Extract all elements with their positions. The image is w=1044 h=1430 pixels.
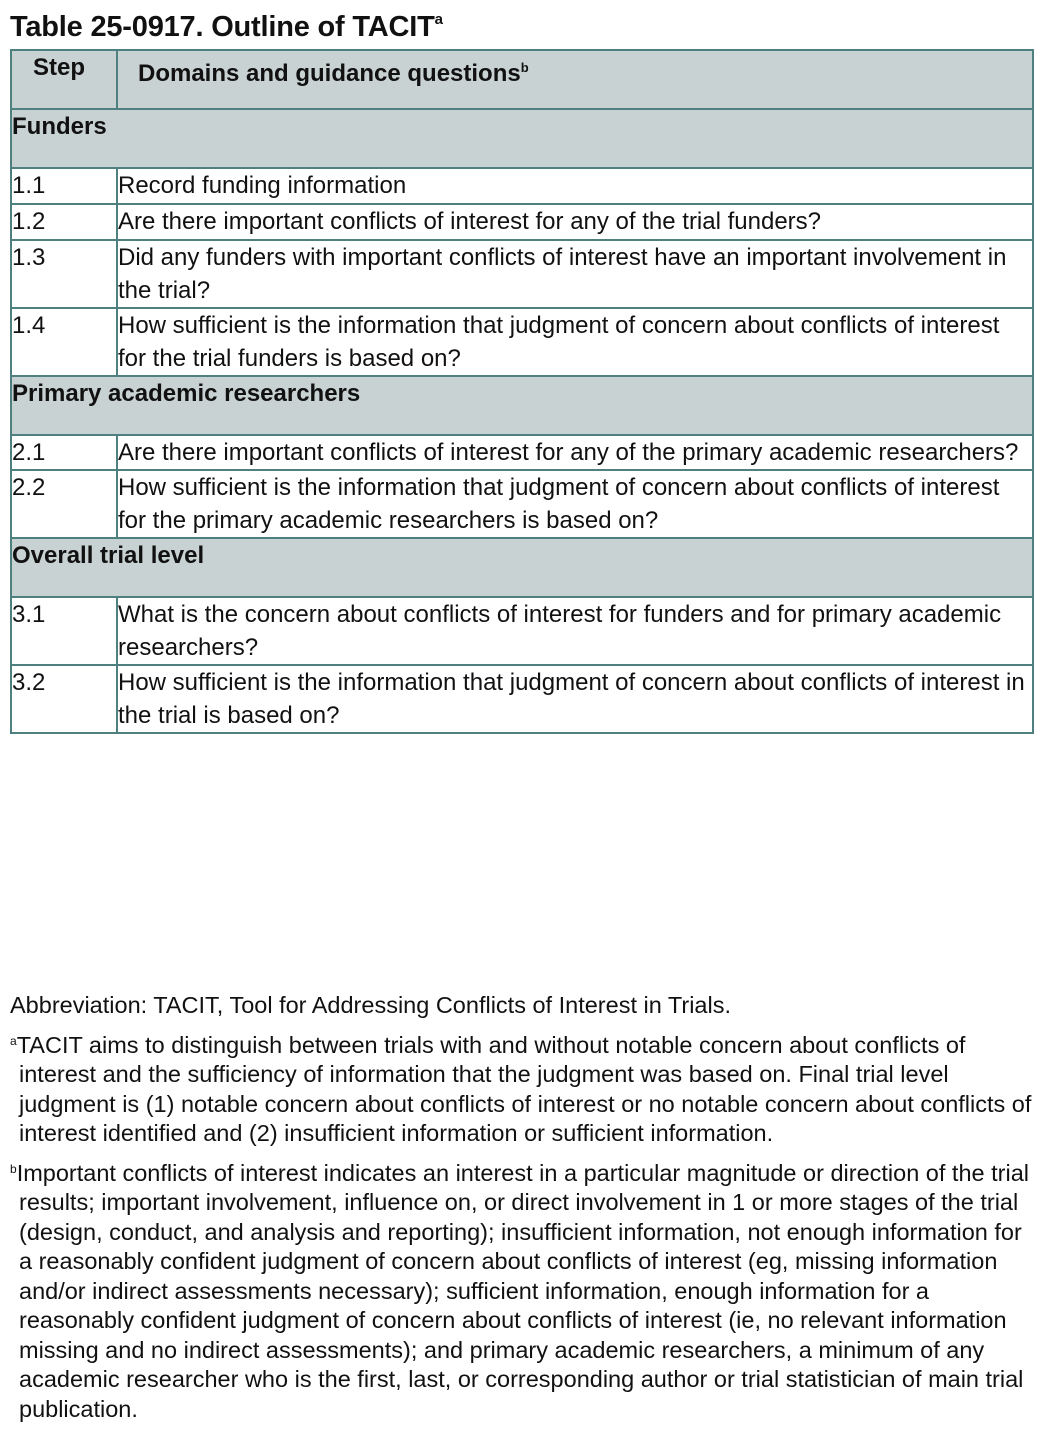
- footnote-b-marker: b: [10, 1161, 17, 1176]
- question-text: Record funding information: [117, 168, 1033, 204]
- section-label: Primary academic researchers: [11, 376, 1033, 435]
- question-text: Are there important conflicts of interest for any of the primary academic researchers?: [117, 435, 1033, 470]
- step-number: 1.1: [11, 168, 117, 204]
- table-row: [11, 470, 1033, 538]
- header-questions-text: Domains and guidance questions: [138, 60, 521, 87]
- table-title-text: Table 25-0917. Outline of TACIT: [10, 11, 435, 43]
- footnote-a-text: TACIT aims to distinguish between trials with and without notable concern about conflicts of interest and the sufficiency of information that the judgment was based on. Final trial level judgment is (1) notable concern about conflicts of interest or no notable concern about conflicts of interest identified and (2) insufficient information or sufficient information.: [16, 1031, 1032, 1146]
- table-row: [11, 435, 1033, 470]
- step-number: 1.2: [11, 204, 117, 240]
- table-row: [11, 204, 1033, 240]
- footnote-b: [10, 1155, 1034, 1425]
- header-footnote-marker: b: [520, 60, 529, 75]
- question-text: How sufficient is the information that judgment of concern about conflicts of interest for the primary academic researchers is based on?: [117, 470, 1033, 538]
- footnote-a-marker: a: [10, 1033, 17, 1048]
- step-number: 3.1: [11, 597, 117, 665]
- table-row: [11, 597, 1033, 665]
- tacit-outline-table: [10, 49, 1034, 734]
- question-text: What is the concern about conflicts of interest for funders and for primary academic researchers?: [117, 597, 1033, 665]
- section-row-primary-academic-researchers: [11, 376, 1033, 435]
- table-title: [10, 0, 443, 47]
- table-row: [11, 168, 1033, 204]
- section-label: Funders: [11, 109, 1033, 168]
- question-text: How sufficient is the information that judgment of concern about conflicts of interest for the trial funders is based on?: [117, 308, 1033, 376]
- footnote-a: [10, 1027, 1034, 1149]
- step-number: 3.2: [11, 665, 117, 733]
- table-header-row: [11, 50, 1033, 109]
- section-label: Overall trial level: [11, 538, 1033, 597]
- table-row: [11, 308, 1033, 376]
- question-text: Did any funders with important conflicts of interest have an important involvement in the trial?: [117, 240, 1033, 308]
- title-footnote-marker: a: [434, 11, 443, 28]
- question-text: How sufficient is the information that judgment of concern about conflicts of interest in the trial is based on?: [117, 665, 1033, 733]
- step-number: 1.3: [11, 240, 117, 308]
- header-questions: [117, 50, 1033, 109]
- abbreviation-note: Abbreviation: TACIT, Tool for Addressing Conflicts of Interest in Trials.: [10, 992, 731, 1018]
- step-number: 1.4: [11, 308, 117, 376]
- table-row: [11, 240, 1033, 308]
- footnote-b-text: Important conflicts of interest indicates an interest in a particular magnitude or direction of the trial results; important involvement, influence on, or direct involvement in 1 or more stages of the trial (design, conduct, and analysis and reporting); insufficient information, not enough information for a reasonably confident judgment of concern about conflicts of interest (eg, missing information and/or indirect assessments necessary); sufficient information, enough information for a reasonably confident judgment of concern about conflicts of interest (ie, no relevant information missing and no indirect assessments); and primary academic researchers, a minimum of any academic researcher who is the first, last, or corresponding author or trial statistician of main trial publication.: [16, 1159, 1030, 1422]
- section-row-funders: [11, 109, 1033, 168]
- section-row-overall-trial-level: [11, 538, 1033, 597]
- table-row: [11, 665, 1033, 733]
- question-text: Are there important conflicts of interest for any of the trial funders?: [117, 204, 1033, 240]
- table-notes: [10, 991, 1034, 1430]
- step-number: 2.2: [11, 470, 117, 538]
- header-step: Step: [11, 50, 117, 109]
- step-number: 2.1: [11, 435, 117, 470]
